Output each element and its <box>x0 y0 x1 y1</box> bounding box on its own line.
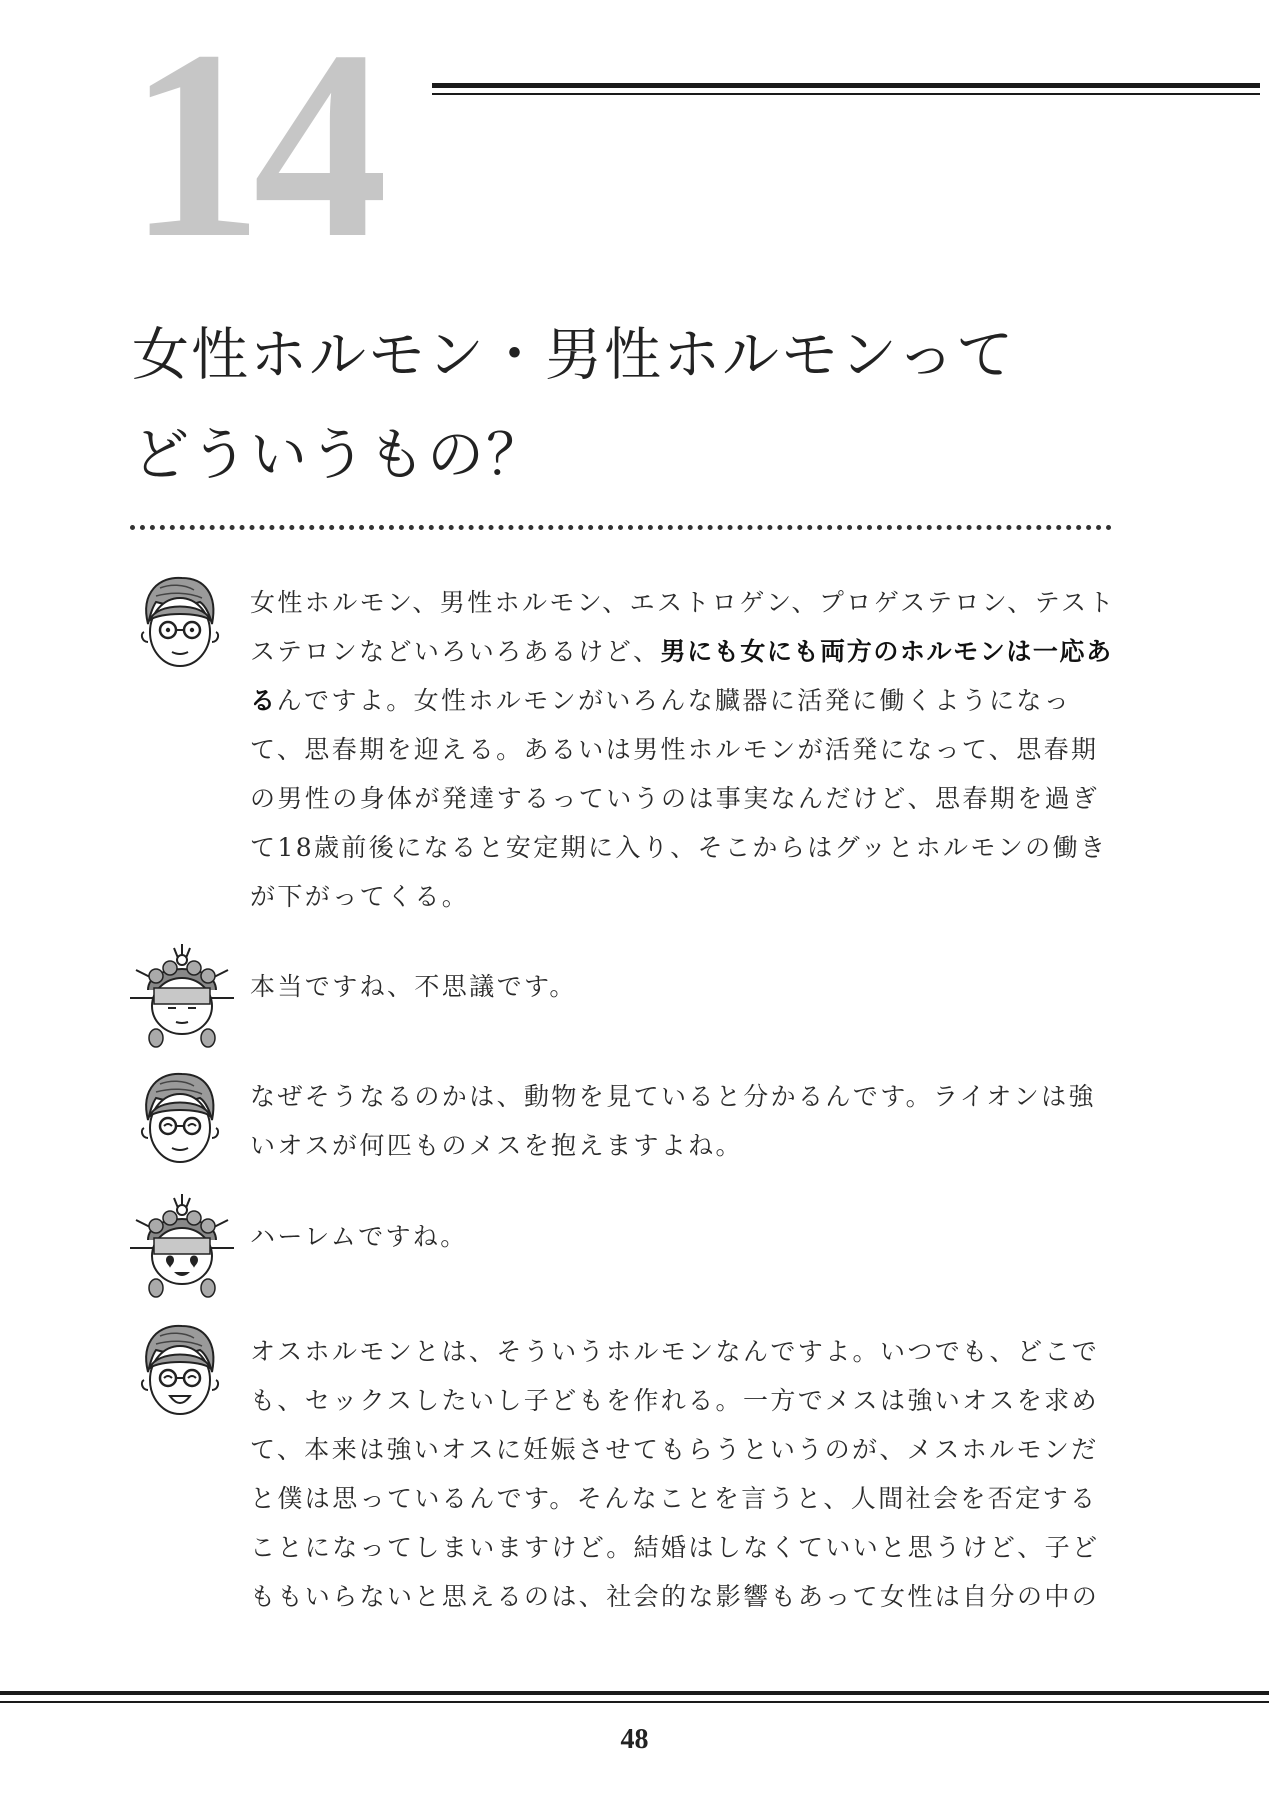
woman-avatar-icon <box>126 1190 238 1302</box>
chapter-title <box>132 305 1182 505</box>
footer-rule-thin <box>0 1701 1269 1703</box>
title-rule-thin <box>432 93 1260 95</box>
man-avatar-icon <box>130 572 226 672</box>
dialogue-woman-2: ハーレムですね。 <box>250 1222 468 1251</box>
dialogue-woman-1: 本当ですね、不思議です。 <box>250 972 577 1001</box>
dialogue-man-1 <box>250 578 1120 921</box>
dialogue-man-1-bold: 男にも女にも両方のホルモンは一応ある <box>250 637 1113 715</box>
dialogue-man-1-text-rest: んですよ。女性ホルモンがいろんな臓器に活発に働くようになって、思春期を迎える。あるいは男性ホルモンが活発になって、思春期の男性の身体が発達するっていうのは事実なんだけど、思春期を過ぎて18歳前後になると安定期に入り、そこからはグッとホルモンの働きが下がってくる。 <box>250 686 1108 911</box>
chapter-number: 14 <box>128 0 378 294</box>
title-rule-thick <box>432 83 1260 88</box>
man-avatar-icon <box>130 1320 226 1420</box>
dialogue-man-1-text: 女性ホルモン、男性ホルモン、エストロゲン、プロゲステロン、テストステロンなどいろいろあるけど、 <box>250 588 1116 666</box>
dialogue-man-2: なぜそうなるのかは、動物を見ていると分かるんです。ライオンは強いオスが何匹ものメスを抱えますよね。 <box>250 1082 1096 1160</box>
page-number: 48 <box>620 1724 649 1755</box>
chapter-title-line1: 女性ホルモン・男性ホルモンって <box>132 322 1016 388</box>
woman-avatar-icon <box>126 940 238 1052</box>
footer-rule-thick <box>0 1691 1269 1695</box>
dotted-separator <box>130 525 1112 530</box>
chapter-title-line2: どういうもの？ <box>132 422 545 488</box>
dialogue-man-3: オスホルモンとは、そういうホルモンなんですよ。いつでも、どこでも、セックスしたいし子どもを作れる。一方でメスは強いオスを求めて、本来は強いオスに妊娠させてもらうというのが、メスホルモンだと僕は思っているんです。そんなことを言うと、人間社会を否定することになってしまいますけど。結婚はしなくていいと思うけど、子どももいらないと思えるのは、社会的な影響もあって女性は自分の中の <box>250 1337 1100 1611</box>
man-avatar-icon <box>130 1068 226 1168</box>
